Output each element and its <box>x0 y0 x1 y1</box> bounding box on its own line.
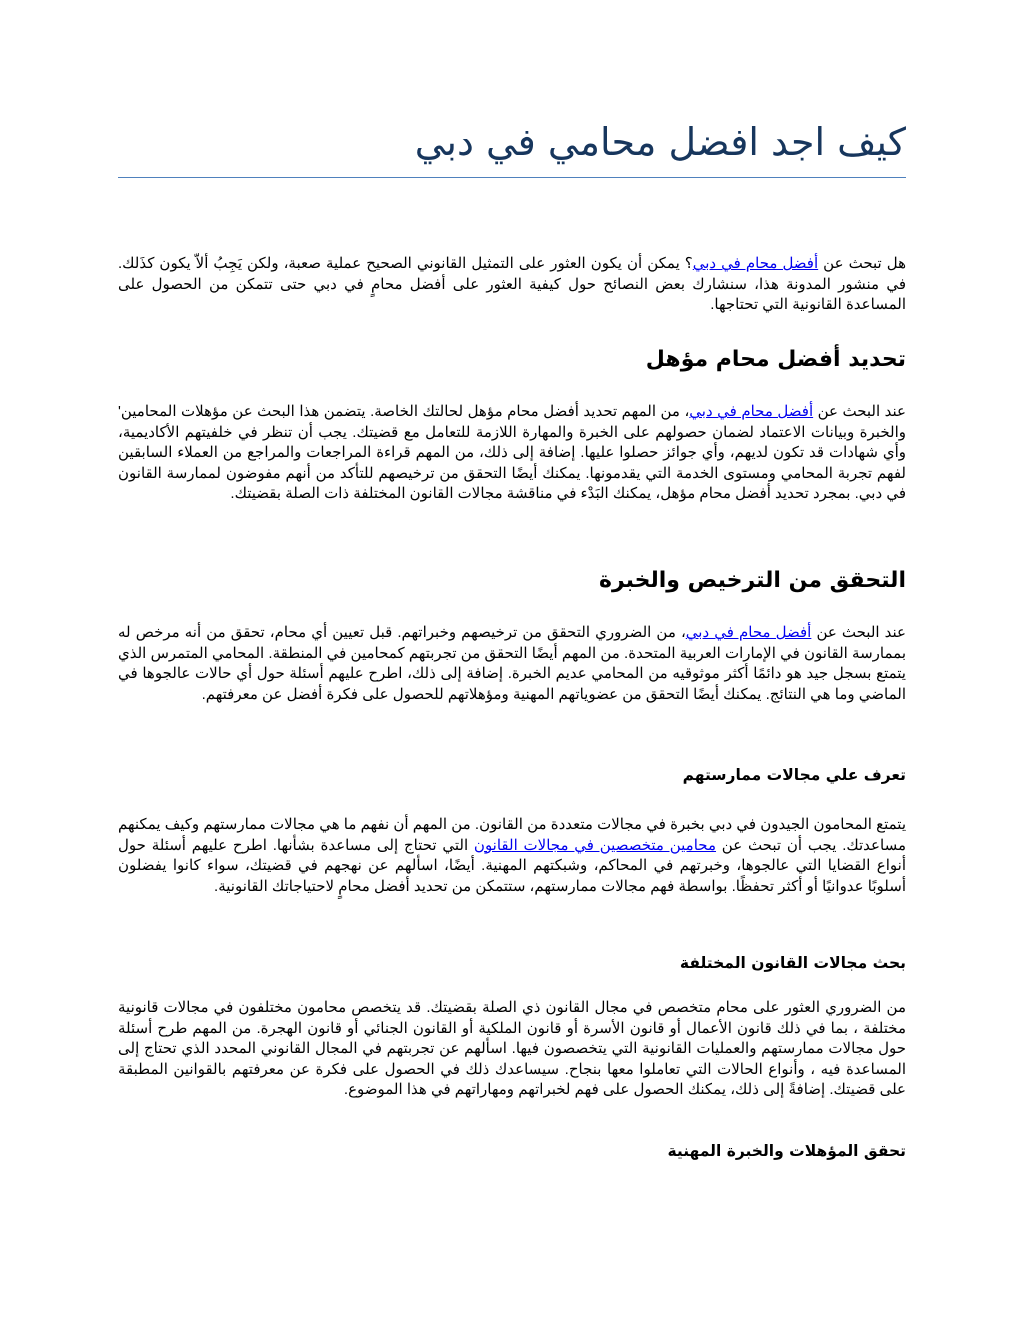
intro-text-end: ؟ يمكن أن يكون العثور على التمثيل القانوني الصحيح عملية صعبة، ولكن يَجِبُ ألاّ يكون كذَلك. في منشور المدونة هذا، سنشارك بعض النصائح حول كيفية العثور على أفضل محامٍ في دبي حتى تتمكن من الحصول على المساعدة القانونية التي تحتاجها. <box>118 255 906 313</box>
page-title: كيف اجد افضل محامي في دبي <box>414 120 906 164</box>
section2-text-start: عند البحث عن <box>811 624 907 641</box>
title-underline-rule <box>118 177 906 178</box>
intro-paragraph <box>118 254 906 316</box>
section-paragraph-law-fields: من الضروري العثور على محام متخصص في مجال القانون ذي الصلة بقضيتك. قد يتخصص محامون مختلفون في مجالات قانونية مختلفة ، بما في ذلك قانون الأعمال أو قانون الأسرة أو قانون الملكية أو القانون الجنائي أو قانون الهجرة. من المهم طرح أسئلة حول مجالات ممارستهم والعمليات القانونية التي يتخصصون فيها. اسألهم عن تجربتهم في المجال القانوني المحدد الذي تحتاج إلى المساعدة فيه ، وأنواع الحالات التي تعاملوا معها بنجاح. سيساعدك ذلك في الحصول على فكرة عن معرفتهم بالقوانين المطبقة على قضيتك. إضافةً إلى ذلك، يمكنك الحصول على فهم لخبراتهم ومهاراتهم في هذا الموضوع. <box>118 999 906 1098</box>
intro-best-lawyer-link[interactable]: أفضل محام في دبي <box>692 255 819 272</box>
section3-text-end: التي تحتاج إلى مساعدة بشأنها. اطرح عليهم أسئلة حول أنواع القضايا التي عالجوها، وخبرتهم في المحاكم، وشبكتهم المهنية. أيضًا، اسألهم عن نهجهم في قضيتك، سواء كانوا يفضلون أسلوبًا عدوانيًا أو أكثر تحفظًا. بواسطة فهم مجالات ممارستهم، ستتمكن من تحديد أفضل محامٍ لاحتياجاتك القانونية. <box>118 836 906 895</box>
section-heading-license-experience: التحقق من الترخيص والخبرة <box>598 568 906 593</box>
section-paragraph-license-experience <box>118 623 906 705</box>
section-heading-practice-areas: تعرف علي مجالات ممارستهم <box>682 766 906 784</box>
intro-text-start: هل تبحث عن <box>818 255 906 272</box>
section-heading-qualified-lawyer: تحديد أفضل محام مؤهل <box>645 347 906 372</box>
section-heading-law-fields: بحث مجالات القانون المختلفة <box>679 954 906 972</box>
section1-text-end: ، من المهم تحديد أفضل محام مؤهل لحالتك الخاصة. يتضمن هذا البحث عن مؤهلات المحامين' والخبرة وبيانات الاعتماد لضمان حصولهم على الخبرة والمهارة اللازمة للتعامل مع قضيتك. يجب أن تنظر في خلفيتهم الأكاديمية، وأي شهادات قد تكون لديهم، وأي جوائز حصلوا عليها. إضافة إلى ذلك، من المهم قراءة المراجعات والمراجع من العملاء السابقين لفهم تجربة المحامي ومستوى الخدمة التي يقدمونها. يمكنك أيضًا التحقق من ترخيصهم للتأكد من أنهم مفوضون لممارسة القانون في دبي. بمجرد تحديد أفضل محام مؤهل، يمكنك البَدْء في مناقشة مجالات القانون المختلفة ذات الصلة بقضيتك. <box>118 403 906 502</box>
section2-text-end: ، من الضروري التحقق من ترخيصهم وخبراتهم. قبل تعيين أي محام، تحقق من أنه مرخص له بممارسة القانون في الإمارات العربية المتحدة. من المهم أيضًا التحقق من تجربتهم كمحامين في المنطقة. المحامي المتمرس الذي يتمتع بسجل جيد هو دائمًا أكثر موثوقيه من المحامي عديم الخبرة. إضافة إلى ذلك، اطرح عليهم أسئلة حول أي حالات عالجوها في الماضي وما هي النتائج. يمكنك أيضًا التحقق من عضوياتهم المهنية ومؤهلاتهم للحصول على فكرة أفضل عن معرفتهم. <box>118 624 906 703</box>
section3-text-start: يتمتع المحامون الجيدون في دبي بخبرة في مجالات متعددة من القانون. من المهم أن نفهم ما هي مجالات ممارستهم وكيف يمكنهم مساعدتك. يجب أن تبحث عن <box>118 816 906 854</box>
section-paragraph-qualified-lawyer <box>118 402 906 505</box>
section1-best-lawyer-link[interactable]: أفضل محام في دبي <box>689 403 814 420</box>
section2-best-lawyer-link[interactable]: أفضل محام في دبي <box>685 624 812 641</box>
section1-text-start: عند البحث عن <box>813 403 907 420</box>
section3-specialized-lawyers-link[interactable]: محامين متخصصين في مجالات القانون <box>473 836 717 854</box>
document-page <box>118 0 906 1325</box>
section-heading-qualifications: تحقق المؤهلات والخبرة المهنية <box>667 1142 906 1160</box>
section-paragraph-practice-areas <box>118 815 906 897</box>
